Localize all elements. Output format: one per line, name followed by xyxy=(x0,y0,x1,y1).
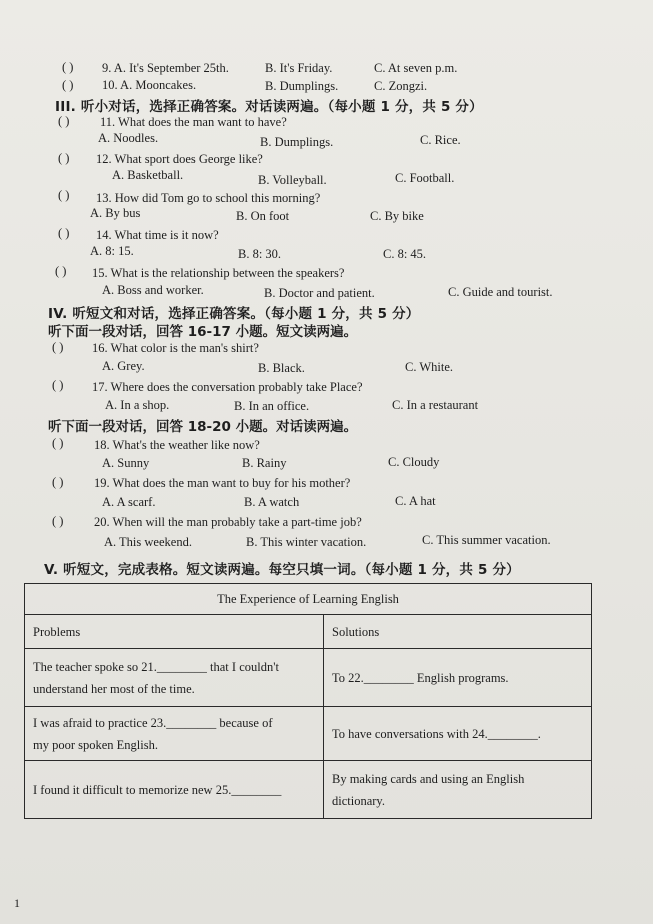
question-11-option-c: C. Rice. xyxy=(420,133,461,147)
answer-blank-12[interactable]: ( ) xyxy=(58,151,70,165)
question-19-option-a: A. A scarf. xyxy=(102,495,156,509)
question-19-option-c: C. A hat xyxy=(395,494,436,508)
problem-text-line-1: I was afraid to practice 23.________ because of xyxy=(33,715,273,730)
question-17-option-a: A. In a shop. xyxy=(105,398,170,412)
question-16-stem: 16. What color is the man's shirt? xyxy=(92,341,259,355)
question-13-option-a: A. By bus xyxy=(90,206,141,220)
question-12-option-c: C. Football. xyxy=(395,171,455,185)
table-row xyxy=(25,761,592,819)
problem-text-line-2: my poor spoken English. xyxy=(33,737,158,752)
question-11-option-b: B. Dumplings. xyxy=(260,135,334,149)
solution-text-line-1: By making cards and using an English xyxy=(332,771,525,786)
solution-text-line-1: To have conversations with 24.________. xyxy=(332,726,541,741)
answer-blank-11[interactable]: ( ) xyxy=(58,114,70,128)
question-10-option-a: 10. A. Mooncakes. xyxy=(102,78,197,92)
solution-text-line-2: dictionary. xyxy=(332,793,385,808)
question-13-stem: 13. How did Tom go to school this morning? xyxy=(96,191,321,205)
problem-text-line-2: understand her most of the time. xyxy=(33,681,195,696)
section-4-heading: IV. 听短文和对话，选择正确答案。（每小题 1 分，共 5 分） xyxy=(48,306,420,322)
solution-cell xyxy=(324,649,592,707)
problem-text-line-1: The teacher spoke so 21.________ that I couldn't xyxy=(33,659,279,674)
table-header-solutions: Solutions xyxy=(324,615,592,649)
table-header-problems: Problems xyxy=(25,615,324,649)
question-13-option-c: C. By bike xyxy=(370,209,424,223)
answer-blank-17[interactable]: ( ) xyxy=(52,378,64,392)
question-10-option-b: B. Dumplings. xyxy=(265,79,339,93)
question-16-option-a: A. Grey. xyxy=(102,359,145,373)
solution-cell xyxy=(324,761,592,819)
question-9-option-a: 9. A. It's September 25th. xyxy=(102,61,229,75)
question-11-stem: 11. What does the man want to have? xyxy=(100,115,287,129)
problem-cell xyxy=(25,707,324,761)
question-17-option-b: B. In an office. xyxy=(234,399,310,413)
question-11-option-a: A. Noodles. xyxy=(98,131,159,145)
question-18-option-a: A. Sunny xyxy=(102,456,150,470)
question-14-option-b: B. 8: 30. xyxy=(238,247,282,261)
problem-cell xyxy=(25,649,324,707)
problem-cell xyxy=(25,761,324,819)
question-19-stem: 19. What does the man want to buy for his mother? xyxy=(94,476,351,490)
question-19-option-b: B. A watch xyxy=(244,495,300,509)
question-17-stem: 17. Where does the conversation probably take Place? xyxy=(92,380,363,394)
table-row xyxy=(25,649,592,707)
table-row xyxy=(25,707,592,761)
answer-blank-16[interactable]: ( ) xyxy=(52,340,64,354)
answer-blank-14[interactable]: ( ) xyxy=(58,226,70,240)
learning-experience-table xyxy=(24,583,592,819)
answer-blank-20[interactable]: ( ) xyxy=(52,514,64,528)
question-14-option-a: A. 8: 15. xyxy=(90,244,134,258)
question-15-option-a: A. Boss and worker. xyxy=(102,283,204,297)
question-13-option-b: B. On foot xyxy=(236,209,290,223)
question-16-option-b: B. Black. xyxy=(258,361,305,375)
question-15-stem: 15. What is the relationship between the speakers? xyxy=(92,266,345,280)
question-18-option-c: C. Cloudy xyxy=(388,455,440,469)
question-12-stem: 12. What sport does George like? xyxy=(96,152,263,166)
solution-cell xyxy=(324,707,592,761)
question-20-stem: 20. When will the man probably take a part-time job? xyxy=(94,515,362,529)
question-20-option-b: B. This winter vacation. xyxy=(246,535,367,549)
question-20-option-a: A. This weekend. xyxy=(104,535,192,549)
section-3-heading: III. 听小对话，选择正确答案。对话读两遍。（每小题 1 分，共 5 分） xyxy=(55,99,483,115)
question-14-stem: 14. What time is it now? xyxy=(96,228,219,242)
question-9-option-c: C. At seven p.m. xyxy=(374,61,458,75)
question-12-option-a: A. Basketball. xyxy=(112,168,184,182)
answer-blank-13[interactable]: ( ) xyxy=(58,188,70,202)
problem-text-line-1: I found it difficult to memorize new 25.________ xyxy=(33,782,282,797)
answer-blank-18[interactable]: ( ) xyxy=(52,436,64,450)
answer-blank-19[interactable]: ( ) xyxy=(52,475,64,489)
answer-blank-10[interactable]: ( ) xyxy=(62,78,74,92)
page-number: 1 xyxy=(14,896,20,910)
table-title: The Experience of Learning English xyxy=(25,584,592,615)
question-12-option-b: B. Volleyball. xyxy=(258,173,327,187)
question-15-option-b: B. Doctor and patient. xyxy=(264,286,375,300)
answer-blank-9[interactable]: ( ) xyxy=(62,60,74,74)
answer-blank-15[interactable]: ( ) xyxy=(55,264,67,278)
question-14-option-c: C. 8: 45. xyxy=(383,247,427,261)
section-4-subheading-2: 听下面一段对话，回答 18-20 小题。对话读两遍。 xyxy=(48,419,358,435)
section-4-subheading-1: 听下面一段对话，回答 16-17 小题。短文读两遍。 xyxy=(48,324,358,340)
question-16-option-c: C. White. xyxy=(405,360,454,374)
question-17-option-c: C. In a restaurant xyxy=(392,398,479,412)
question-18-stem: 18. What's the weather like now? xyxy=(94,438,260,452)
question-20-option-c: C. This summer vacation. xyxy=(422,533,551,547)
section-5-heading: V. 听短文，完成表格。短文读两遍。每空只填一词。（每小题 1 分，共 5 分） xyxy=(44,562,520,578)
question-10-option-c: C. Zongzi. xyxy=(374,79,428,93)
question-18-option-b: B. Rainy xyxy=(242,456,287,470)
question-15-option-c: C. Guide and tourist. xyxy=(448,285,553,299)
solution-text-line-1: To 22.________ English programs. xyxy=(332,670,509,685)
question-9-option-b: B. It's Friday. xyxy=(265,61,333,75)
